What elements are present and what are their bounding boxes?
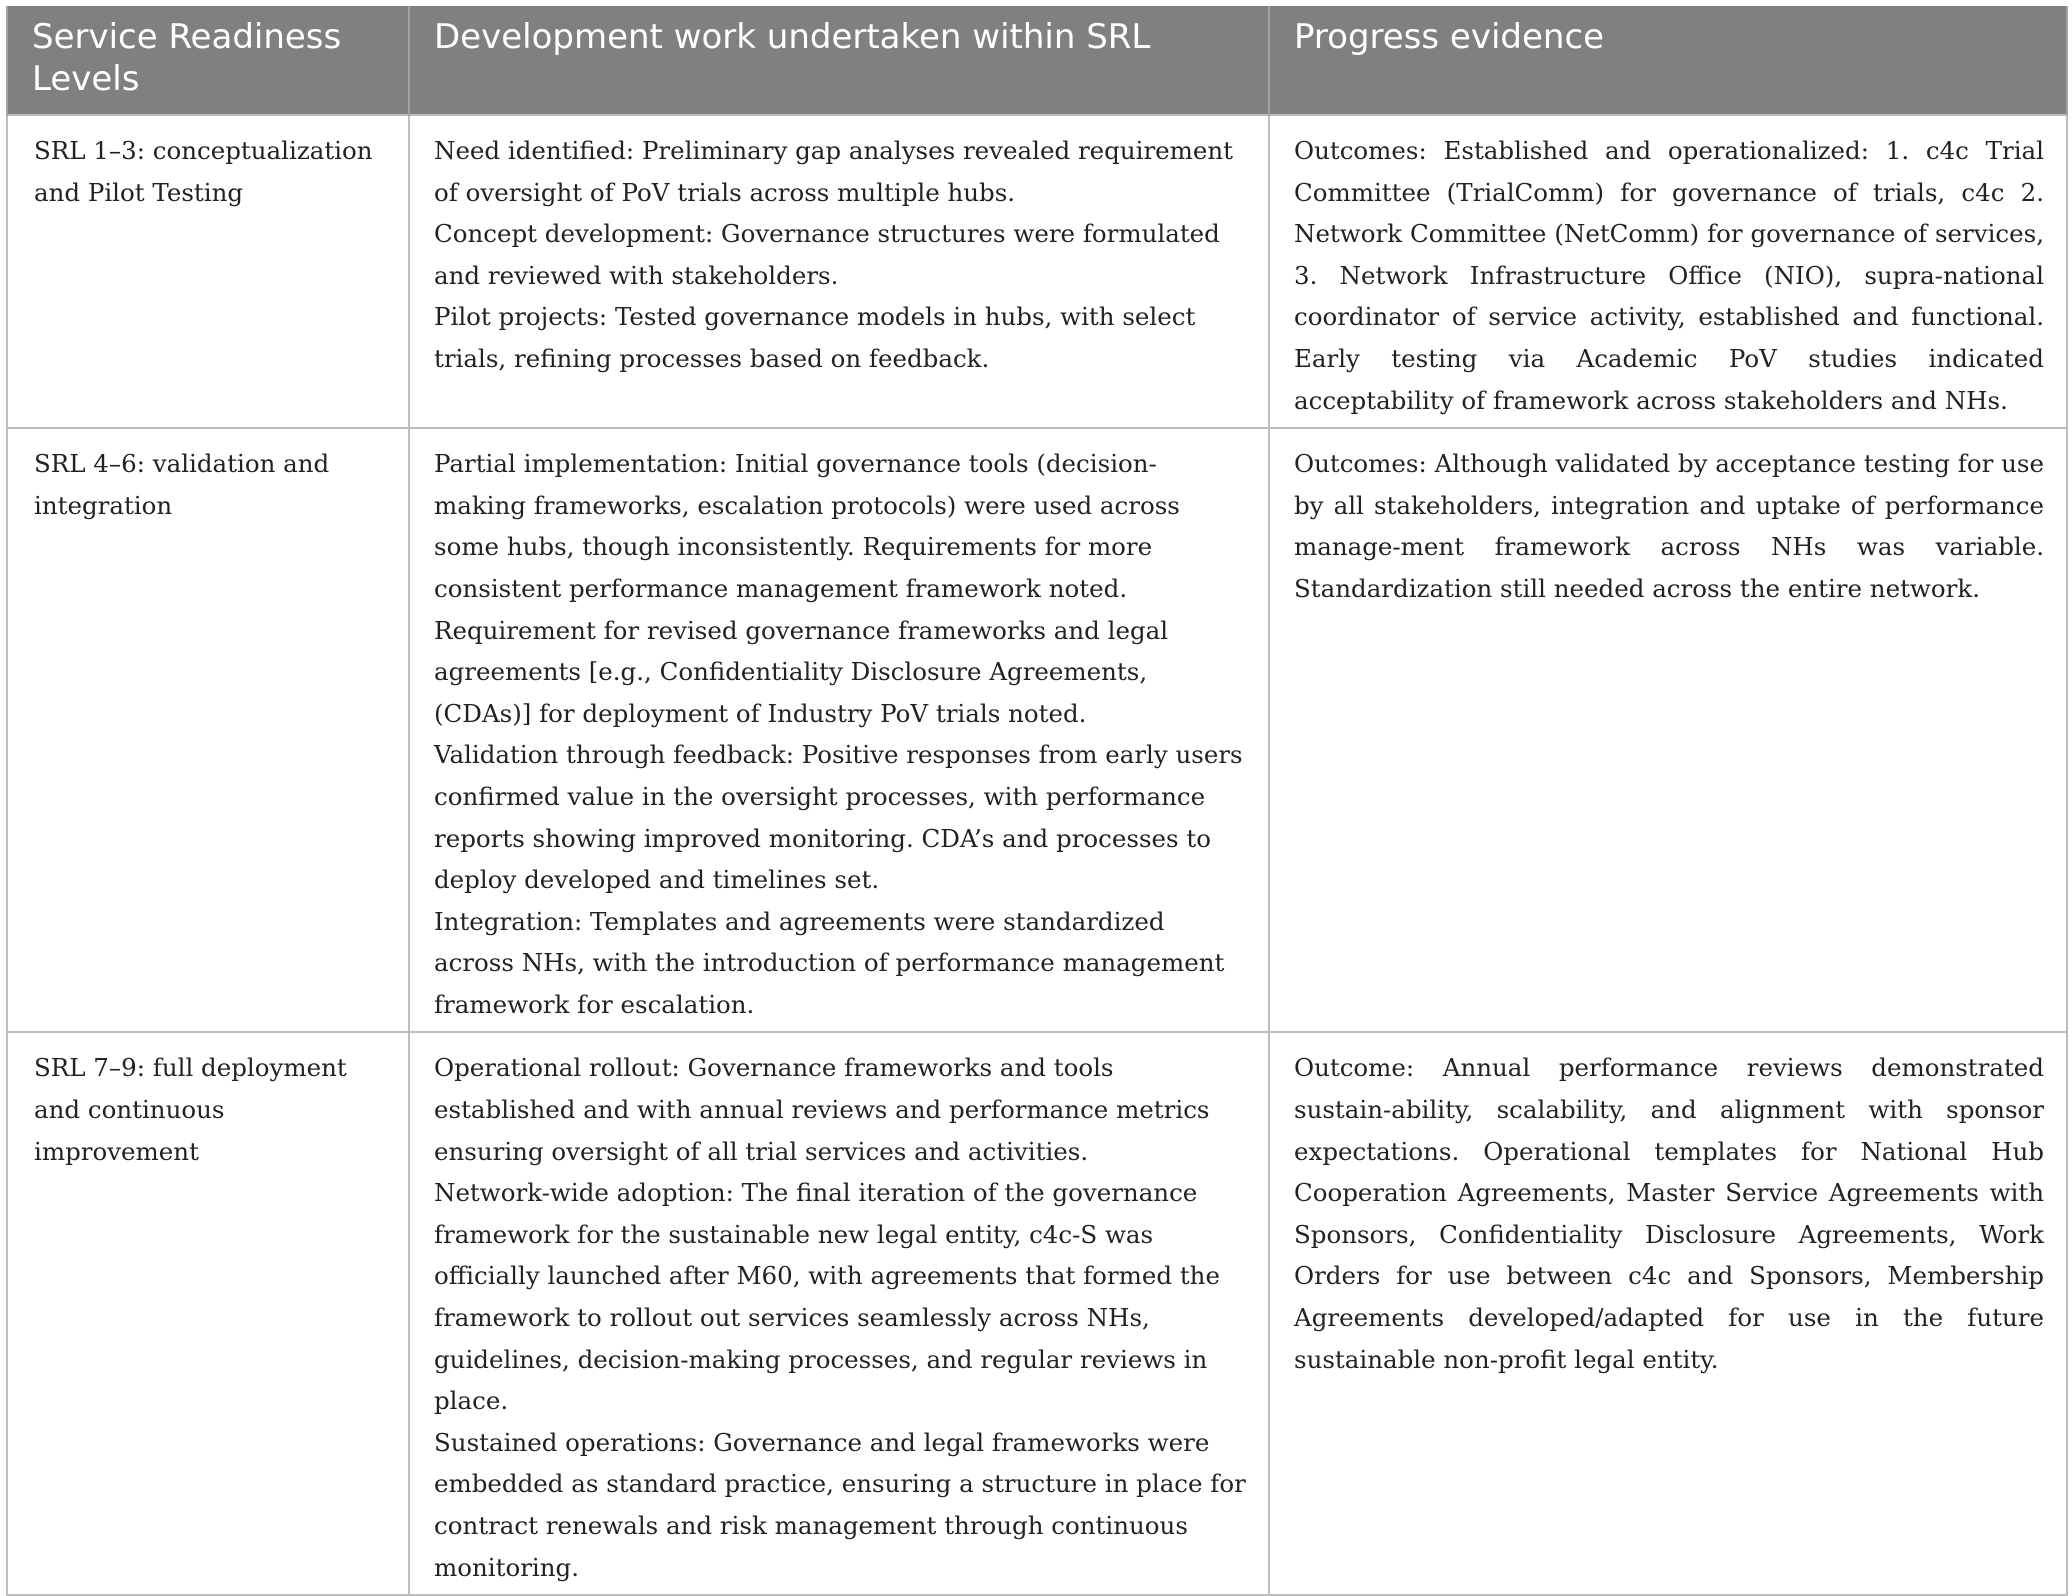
development-paragraph: Integration: Templates and agreements were standardized across NHs, with the introduction of performance management framework for escalation. xyxy=(434,906,1225,1019)
srl-table xyxy=(6,6,2068,1596)
development-paragraph: Sustained operations: Governance and legal frameworks were embedded as standard practice, ensuring a structure in place for contract renewals and risk management through continuous monitoring. xyxy=(434,1427,1246,1582)
header-row xyxy=(7,6,2067,115)
table-row-srl-1-3 xyxy=(7,115,2067,428)
header-service-readiness-levels: Service Readiness Levels xyxy=(7,6,409,115)
srl-level-cell: SRL 1–3: conceptualization and Pilot Testing xyxy=(7,115,409,428)
development-paragraph: Network-wide adoption: The final iteration of the governance framework for the sustainable new legal entity, c4c-S was officially launched after M60, with agreements that formed the framework to rollout out services seamlessly across NHs, guidelines, decision-making processes, and regular reviews in place. xyxy=(434,1178,1220,1416)
development-cell xyxy=(409,428,1269,1032)
evidence-cell: Outcomes: Established and operationalized: 1. c4c Trial Committee (TrialComm) for governance of trials, c4c 2. Network Committee (NetComm) for governance of services, 3. Network Infrastructure Office (NIO), supra-national coordinator of service activity, established and functional. Early testing via Academic PoV studies indicated acceptability of framework across stakeholders and NHs. xyxy=(1269,115,2067,428)
srl-level-cell: SRL 4–6: validation and integration xyxy=(7,428,409,1032)
srl-level-cell: SRL 7–9: full deployment and continuous improvement xyxy=(7,1032,409,1595)
evidence-cell: Outcomes: Although validated by acceptance testing for use by all stakeholders, integration and uptake of performance manage-ment framework across NHs was variable. Standardization still needed across the entire network. xyxy=(1269,428,2067,1032)
table-row-srl-7-9 xyxy=(7,1032,2067,1595)
development-cell xyxy=(409,1032,1269,1595)
development-paragraph: Need identified: Preliminary gap analyses revealed requirement of oversight of PoV trials across multiple hubs. xyxy=(434,136,1234,207)
development-cell xyxy=(409,115,1269,428)
development-paragraph: Operational rollout: Governance frameworks and tools established and with annual reviews and performance metrics ensuring oversight of all trial services and activities. xyxy=(434,1053,1210,1166)
development-paragraph: Pilot projects: Tested governance models in hubs, with select trials, refining processes based on feedback. xyxy=(434,302,1196,373)
header-progress-evidence: Progress evidence xyxy=(1269,6,2067,115)
development-paragraph: Concept development: Governance structures were formulated and reviewed with stakeholders. xyxy=(434,219,1220,290)
header-development-work: Development work undertaken within SRL xyxy=(409,6,1269,115)
table-row-srl-4-6 xyxy=(7,428,2067,1032)
development-paragraph: Partial implementation: Initial governance tools (decision-making frameworks, escalation protocols) were used across some hubs, though inconsistently. Requirements for more consistent performance management framework noted. Requirement for revised governance frameworks and legal agreements [e.g., Confidentiality Disclosure Agreements, (CDAs)] for deployment of Industry PoV trials noted. xyxy=(434,449,1180,728)
evidence-cell: Outcome: Annual performance reviews demonstrated sustain-ability, scalability, and alignment with sponsor expectations. Operational templates for National Hub Cooperation Agreements, Master Service Agreements with Sponsors, Confidentiality Disclosure Agreements, Work Orders for use between c4c and Sponsors, Membership Agreements developed/adapted for use in the future sustainable non-profit legal entity. xyxy=(1269,1032,2067,1595)
development-paragraph: Validation through feedback: Positive responses from early users confirmed value in the oversight processes, with performance reports showing improved monitoring. CDA’s and processes to deploy developed and timelines set. xyxy=(434,740,1243,895)
